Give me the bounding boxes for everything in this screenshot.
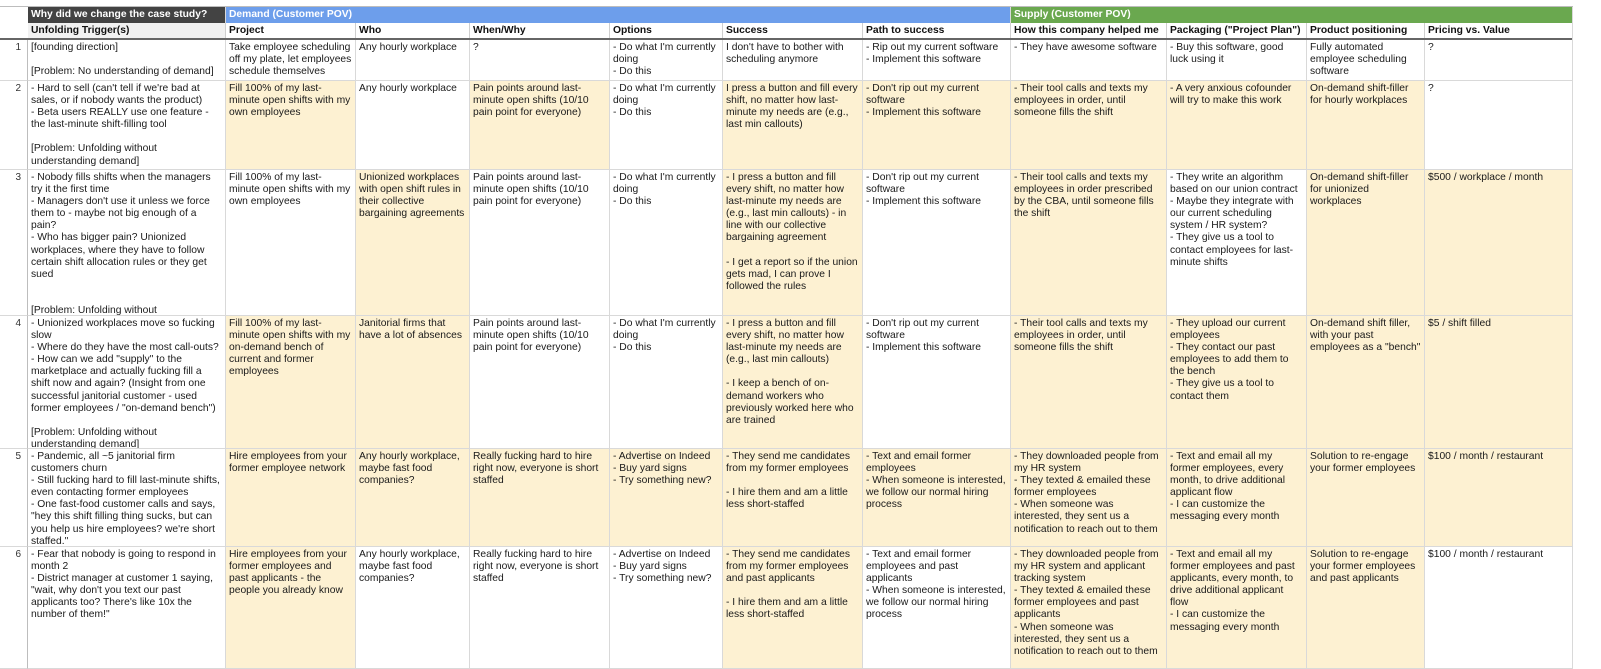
options-cell[interactable]: - Do what I'm currently doing - Do this [610,40,723,81]
packaging-cell[interactable]: - They write an algorithm based on our union contract - Maybe they integrate with our current scheduling system / HR system? - They give us a tool to contact employees for last-minute shifts [1167,170,1307,316]
project-cell[interactable]: Fill 100% of my last-minute open shifts with my own employees [226,170,356,316]
column-header-packaging[interactable]: Packaging ("Project Plan") [1167,23,1307,39]
how-company-helped-cell[interactable]: - Their tool calls and texts my employees in order, until someone fills the shift [1011,81,1167,170]
when-why-cell[interactable]: ? [470,40,610,81]
who-cell[interactable]: Janitorial firms that have a lot of absences [356,316,470,449]
column-header-who[interactable]: Who [356,23,470,39]
packaging-cell[interactable]: - Buy this software, good luck using it [1167,40,1307,81]
options-cell[interactable]: - Do what I'm currently doing - Do this [610,81,723,170]
how-company-helped-cell[interactable]: - They have awesome software [1011,40,1167,81]
options-cell[interactable]: - Advertise on Indeed - Buy yard signs - Try something new? [610,449,723,547]
column-header-success[interactable]: Success [723,23,863,39]
positioning-cell[interactable]: Solution to re-engage your former employees [1307,449,1425,547]
grid-right-edge [1572,7,1573,669]
who-cell[interactable]: Any hourly workplace, maybe fast food companies? [356,449,470,547]
path-to-success-cell[interactable]: - Text and email former employees - When someone is interested, we follow our normal hiring process [863,449,1011,547]
packaging-cell[interactable]: - A very anxious cofounder will try to make this work [1167,81,1307,170]
row-number[interactable]: 2 [0,81,28,170]
column-header-pricing-vs-value[interactable]: Pricing vs. Value [1425,23,1573,39]
when-why-cell[interactable]: Pain points around last-minute open shifts (10/10 pain point for everyone) [470,170,610,316]
pricing-cell[interactable]: $100 / month / restaurant [1425,449,1573,547]
column-header-project[interactable]: Project [226,23,356,39]
packaging-cell[interactable]: - They upload our current employees - They contact our past employees to add them to the bench - They give us a tool to contact them [1167,316,1307,449]
options-cell[interactable]: - Do what I'm currently doing - Do this [610,170,723,316]
trigger-cell[interactable]: - Pandemic, all ~5 janitorial firm customers churn - Still fucking hard to fill last-minute shifts, even contacting former employees - One fast-food customer calls and says, "hey this shift filling thing sucks, but can you help us hire employees? we're short staffed." [28,449,226,547]
path-to-success-cell[interactable]: - Rip out my current software - Implement this software [863,40,1011,81]
pricing-cell[interactable]: ? [1425,40,1573,81]
when-why-cell[interactable]: Really fucking hard to hire right now, everyone is short staffed [470,547,610,669]
when-why-cell[interactable]: Pain points around last-minute open shifts (10/10 pain point for everyone) [470,316,610,449]
column-header-unfolding-triggers[interactable]: Unfolding Trigger(s) [28,23,226,39]
row-number[interactable]: 3 [0,170,28,316]
how-company-helped-cell[interactable]: - They downloaded people from my HR system and applicant tracking system - They texted & emailed these former employees and past applicants - When someone was interested, they sent us a notification to reach out to them [1011,547,1167,669]
success-cell[interactable]: I don't have to bother with scheduling anymore [723,40,863,81]
positioning-cell[interactable]: On-demand shift filler, with your past employees as a "bench" [1307,316,1425,449]
packaging-cell[interactable]: - Text and email all my former employees, every month, to drive additional applicant flow - I can customize the messaging every month [1167,449,1307,547]
row-number[interactable]: 6 [0,547,28,669]
options-cell[interactable]: - Do what I'm currently doing - Do this [610,316,723,449]
project-cell[interactable]: Fill 100% of my last-minute open shifts with my on-demand bench of current and former employees [226,316,356,449]
pricing-cell[interactable]: $100 / month / restaurant [1425,547,1573,669]
column-header-when-why[interactable]: When/Why [470,23,610,39]
project-cell[interactable]: Fill 100% of my last-minute open shifts with my own employees [226,81,356,170]
options-cell[interactable]: - Advertise on Indeed - Buy yard signs - Try something new? [610,547,723,669]
how-company-helped-cell[interactable]: - They downloaded people from my HR system - They texted & emailed these former employees - When someone was interested, they sent us a notification to reach out to them [1011,449,1167,547]
column-header-how-company-helped[interactable]: How this company helped me [1011,23,1167,39]
trigger-cell[interactable]: - Hard to sell (can't tell if we're bad at sales, or if nobody wants the product) - Beta users REALLY use one feature - the last-minute shift-filling tool [Problem: Unfolding without understanding demand] [28,81,226,170]
trigger-cell[interactable]: - Unionized workplaces move so fucking slow - Where do they have the most call-outs? - How can we add "supply" to the marketplace and actually fucking fill a shift now and again? (Insight from one successful janitorial customer - used former employees / "on-demand bench") [Problem: Unfolding without understanding demand] [28,316,226,449]
trigger-cell[interactable]: [founding direction] [Problem: No understanding of demand] [28,40,226,81]
how-company-helped-cell[interactable]: - Their tool calls and texts my employees in order, until someone fills the shift [1011,316,1167,449]
section-header-trigger[interactable]: Why did we change the case study? [28,7,226,23]
path-to-success-cell[interactable]: - Don't rip out my current software - Implement this software [863,81,1011,170]
column-header-options[interactable]: Options [610,23,723,39]
path-to-success-cell[interactable]: - Don't rip out my current software - Implement this software [863,170,1011,316]
pricing-cell[interactable]: $5 / shift filled [1425,316,1573,449]
path-to-success-cell[interactable]: - Text and email former employees and past applicants - When someone is interested, we follow our normal hiring process [863,547,1011,669]
project-cell[interactable]: Hire employees from your former employee network [226,449,356,547]
success-cell[interactable]: - They send me candidates from my former employees and past applicants - I hire them and am a little less short-staffed [723,547,863,669]
success-cell[interactable]: I press a button and fill every shift, no matter how last-minute my needs are (e.g., last min callouts) [723,81,863,170]
success-cell[interactable]: - I press a button and fill every shift, no matter how last-minute my needs are (e.g., last min callouts) - in line with our collective bargaining agreement - I get a report so if the union gets mad, I can prove I followed the rules [723,170,863,316]
who-cell[interactable]: Any hourly workplace [356,81,470,170]
trigger-cell[interactable]: - Nobody fills shifts when the managers try it the first time - Managers don't use it unless we force them to - maybe not big enough of a pain? - Who has bigger pain? Unionized workplaces, where they have to follow certain shift allocation rules or they get sued [Problem: Unfolding without [28,170,226,316]
project-cell[interactable]: Take employee scheduling off my plate, let employees schedule themselves [226,40,356,81]
who-cell[interactable]: Any hourly workplace, maybe fast food companies? [356,547,470,669]
success-cell[interactable]: - They send me candidates from my former employees - I hire them and am a little less short-staffed [723,449,863,547]
who-cell[interactable]: Unionized workplaces with open shift rules in their collective bargaining agreements [356,170,470,316]
how-company-helped-cell[interactable]: - Their tool calls and texts my employees in order prescribed by the CBA, until someone fills the shift [1011,170,1167,316]
positioning-cell[interactable]: On-demand shift-filler for unionized workplaces [1307,170,1425,316]
row-number[interactable]: 1 [0,40,28,81]
section-header-demand[interactable]: Demand (Customer POV) [226,7,1011,23]
row-number[interactable]: 4 [0,316,28,449]
packaging-cell[interactable]: - Text and email all my former employees and past applicants, every month, to drive additional applicant flow - I can customize the messaging every month [1167,547,1307,669]
column-header-product-positioning[interactable]: Product positioning [1307,23,1425,39]
section-header-supply[interactable]: Supply (Customer POV) [1011,7,1573,23]
when-why-cell[interactable]: Pain points around last-minute open shifts (10/10 pain point for everyone) [470,81,610,170]
positioning-cell[interactable]: Fully automated employee scheduling software [1307,40,1425,81]
who-cell[interactable]: Any hourly workplace [356,40,470,81]
when-why-cell[interactable]: Really fucking hard to hire right now, everyone is short staffed [470,449,610,547]
trigger-cell[interactable]: - Fear that nobody is going to respond in month 2 - District manager at customer 1 saying, "wait, why don't you text our past applicants too? There's like 10x the number of them!" [28,547,226,669]
column-header-path-to-success[interactable]: Path to success [863,23,1011,39]
row-number[interactable]: 5 [0,449,28,547]
pricing-cell[interactable]: $500 / workplace / month [1425,170,1573,316]
project-cell[interactable]: Hire employees from your former employees and past applicants - the people you already know [226,547,356,669]
path-to-success-cell[interactable]: - Don't rip out my current software - Implement this software [863,316,1011,449]
positioning-cell[interactable]: On-demand shift-filler for hourly workplaces [1307,81,1425,170]
positioning-cell[interactable]: Solution to re-engage your former employees and past applicants [1307,547,1425,669]
success-cell[interactable]: - I press a button and fill every shift, no matter how last-minute my needs are (e.g., last min callouts) - I keep a bench of on-demand workers who previously worked here who are trained [723,316,863,449]
pricing-cell[interactable]: ? [1425,81,1573,170]
